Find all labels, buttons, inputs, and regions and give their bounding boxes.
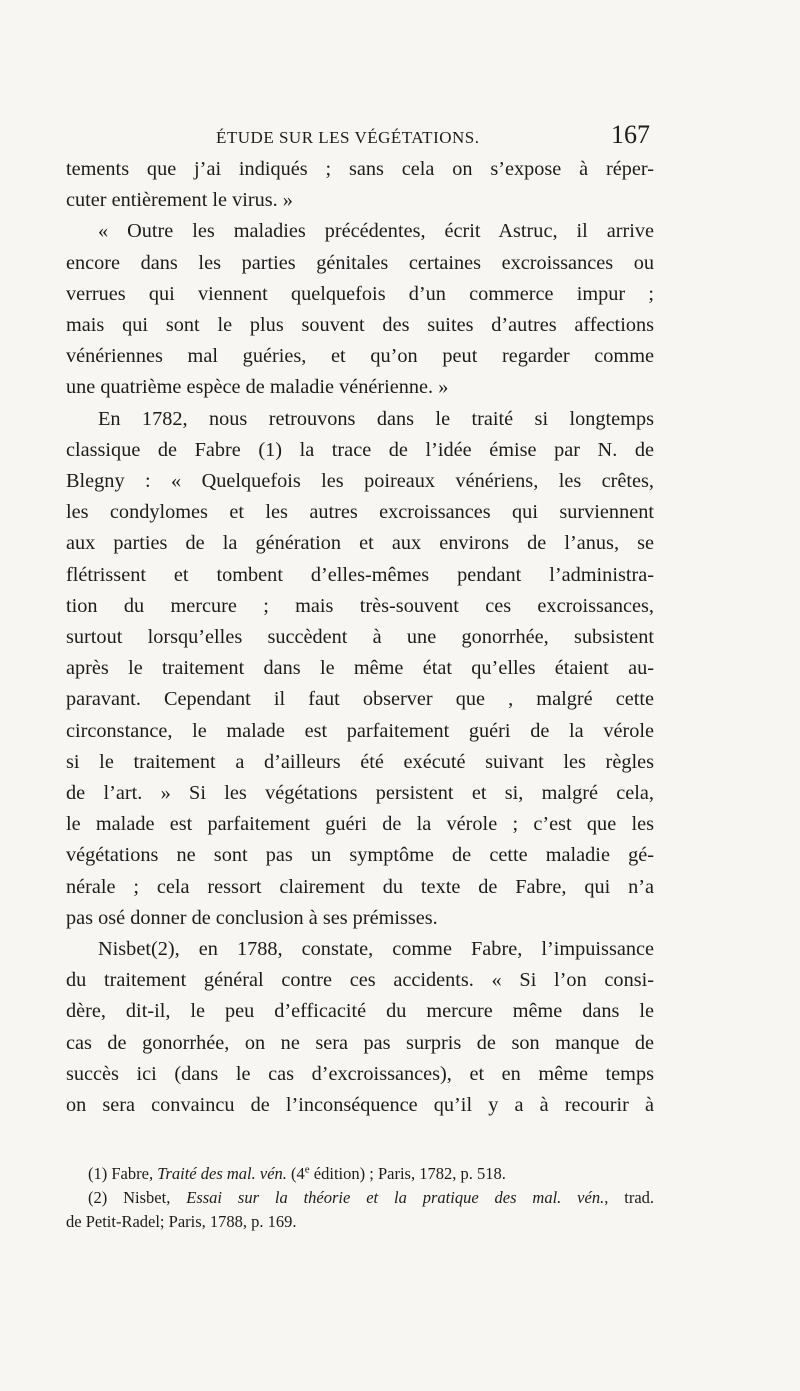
footnote-title: Essai sur la théorie et la pratique des mal. vén.,: [186, 1188, 609, 1207]
text-line: surtout lorsqu’elles succèdent à une gonorrhée, subsistent: [66, 626, 654, 649]
text-line: aux parties de la génération et aux environs de l’anus, se: [66, 532, 654, 555]
text-line: on sera convaincu de l’inconséquence qu’il y a à recourir à: [66, 1094, 654, 1117]
footnote-marker: (2): [88, 1188, 108, 1207]
text-line: tements que j’ai indiqués ; sans cela on s’expose à réper-: [66, 158, 654, 180]
footnote-rest: trad.: [624, 1188, 655, 1207]
text-line: Nisbet(2), en 1788, constate, comme Fabre, l’impuissance: [98, 938, 654, 961]
text-line: circonstance, le malade est parfaitement guéri de la vérole: [66, 719, 654, 742]
footnote-2: [66, 1186, 654, 1210]
text-line: vénériennes mal guéries, et qu’on peut regarder comme: [66, 345, 654, 368]
text-line: tion du mercure ; mais très-souvent ces excroissances,: [66, 594, 654, 617]
text-line: de l’art. » Si les végétations persistent et si, malgré cela,: [66, 782, 654, 805]
text-line: après le traitement dans le même état qu’elles étaient au-: [66, 657, 654, 680]
footnote-author: Fabre,: [111, 1164, 154, 1183]
footnote-edition-superscript: e: [304, 1163, 310, 1176]
text-line: classique de Fabre (1) la trace de l’idée émise par N. de: [66, 438, 654, 461]
text-line: du traitement général contre ces accidents. « Si l’on consi-: [66, 969, 654, 992]
text-line: encore dans les parties génitales certaines excroissances ou: [66, 251, 654, 274]
footnote-1: [66, 1162, 654, 1186]
footnote-2-continuation: de Petit-Radel; Paris, 1788, p. 169.: [66, 1212, 297, 1231]
text-line: pas osé donner de conclusion à ses prémisses.: [66, 906, 438, 929]
page-header: [66, 120, 654, 152]
text-line: si le traitement a d’ailleurs été exécuté suivant les règles: [66, 750, 654, 773]
footnote-edition-open: (4: [291, 1164, 305, 1183]
text-line: une quatrième espèce de maladie vénérienne. »: [66, 376, 449, 399]
page-number: 167: [611, 120, 650, 149]
text-line: dère, dit-il, le peu d’efficacité du mercure même dans le: [66, 1000, 654, 1023]
body-text: [66, 154, 654, 1121]
text-line: Blegny : « Quelquefois les poireaux vénériens, les crêtes,: [66, 470, 654, 493]
text-line: flétrissent et tombent d’elles-mêmes pendant l’administra-: [66, 563, 654, 586]
text-line: nérale ; cela ressort clairement du texte de Fabre, qui n’a: [66, 875, 654, 898]
text-line: paravant. Cependant il faut observer que , malgré cette: [66, 688, 654, 711]
text-line: verrues qui viennent quelquefois d’un commerce impur ;: [66, 282, 654, 305]
running-title: ÉTUDE SUR LES VÉGÉTATIONS.: [216, 128, 480, 147]
footnote-title: Traité des mal. vén.: [157, 1164, 287, 1183]
text-line: cas de gonorrhée, on ne sera pas surpris de son manque de: [66, 1031, 654, 1054]
text-line: En 1782, nous retrouvons dans le traité si longtemps: [98, 407, 654, 430]
text-line: le malade est parfaitement guéri de la vérole ; c’est que les: [66, 813, 654, 836]
footnotes: [66, 1162, 654, 1234]
text-line: succès ici (dans le cas d’excroissances), et en même temps: [66, 1062, 654, 1085]
footnote-author: Nisbet,: [123, 1188, 171, 1207]
footnote-edition-rest: édition) ; Paris, 1782, p. 518.: [313, 1164, 506, 1183]
text-line: cuter entièrement le virus. »: [66, 189, 293, 212]
footnote-marker: (1): [88, 1164, 108, 1183]
text-line: les condylomes et les autres excroissances qui surviennent: [66, 501, 654, 524]
text-line: mais qui sont le plus souvent des suites d’autres affections: [66, 314, 654, 337]
text-line: végétations ne sont pas un symptôme de cette maladie gé-: [66, 844, 654, 867]
text-line: « Outre les maladies précédentes, écrit Astruc, il arrive: [98, 220, 654, 243]
